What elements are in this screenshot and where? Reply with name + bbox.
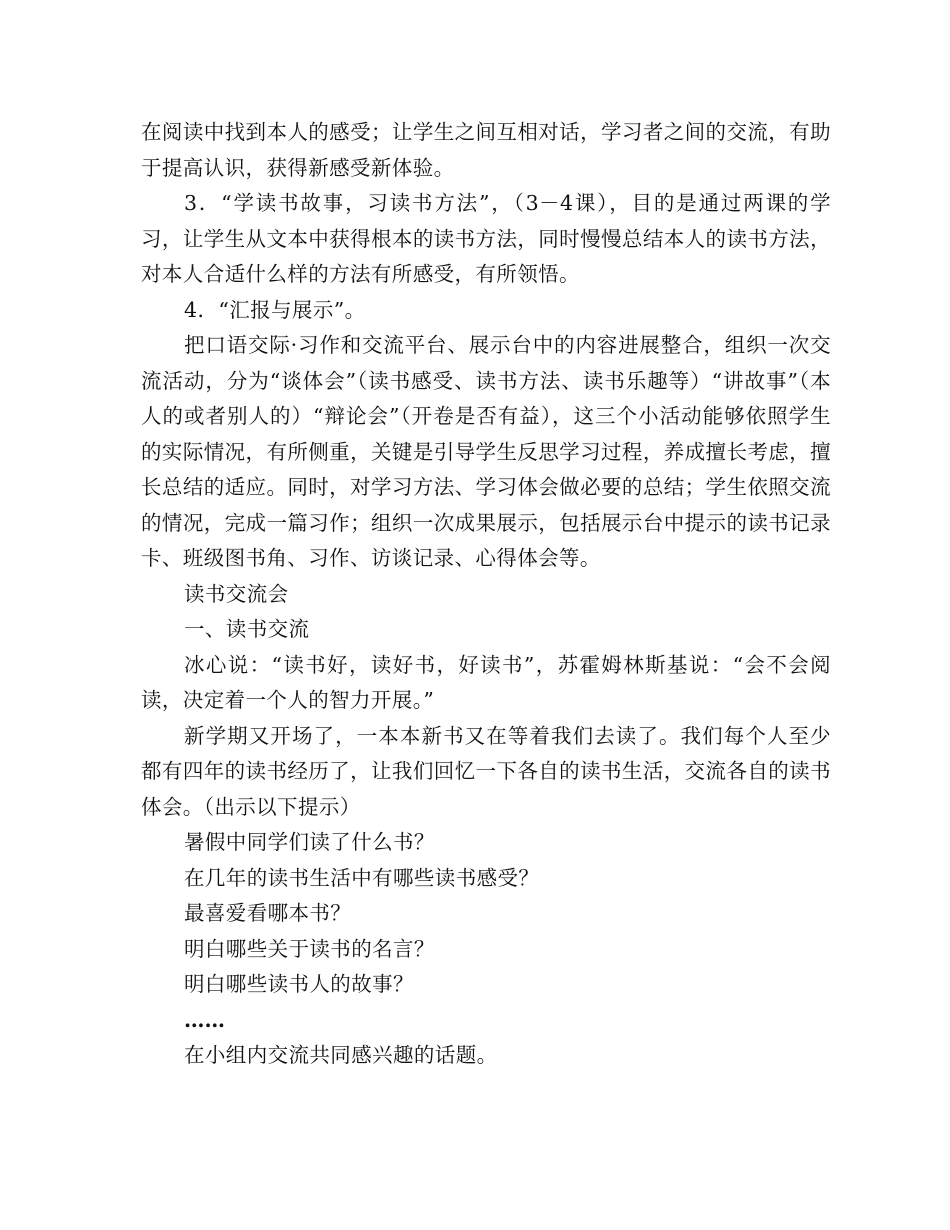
document-page — [141, 115, 831, 1074]
prompt-item: 明白哪些读书人的故事？ — [184, 972, 414, 996]
paragraph-continuation: 在阅读中找到本人的感受；让学生之间互相对话，学习者之间的交流，有助于提高认识，获得新感受新体验。 — [141, 120, 831, 180]
prompt-item: 暑假中同学们读了什么书？ — [184, 830, 435, 854]
paragraph-intro: 新学期又开场了，一本本新书又在等着我们去读了。我们每个人至少都有四年的读书经历了，让我们回忆一下各自的读书生活，交流各自的读书体会。（出示以下提示） — [141, 723, 831, 819]
prompt-item: 最喜爱看哪本书？ — [184, 901, 352, 925]
paragraph-closing: 在小组内交流共同感兴趣的话题。 — [184, 1043, 498, 1067]
paragraph-item-3: 3．“学读书故事，习读书方法”，（3－4课），目的是通过两课的学习，让学生从文本中获得根本的读书方法，同时慢慢总结本人的读书方法，对本人合适什么样的方法有所感受，有所领悟。 — [141, 191, 831, 286]
paragraph-integration: 把口语交际·习作和交流平台、展示台中的内容进展整合，组织一次交流活动，分为“谈体会”（读书感受、读书方法、读书乐趣等）“讲故事”（本人的或者别人的）“辩论会”（开卷是否有益），这三个小活动能够依照学生的实际情况，有所侧重，关键是引导学生反思学习过程，养成擅长考虑，擅长总结的适应。同时，对学习方法、学习体会做必要的总结；学生依照交流的情况，完成一篇习作；组织一次成果展示，包括展示台中提示的读书记录卡、班级图书角、习作、访谈记录、心得体会等。 — [141, 333, 831, 570]
prompt-item: 明白哪些关于读书的名言？ — [184, 936, 435, 961]
prompt-ellipsis: …… — [184, 1007, 225, 1032]
paragraph-item-4: 4．“汇报与展示”。 — [184, 297, 366, 322]
section-heading-1: 一、读书交流 — [184, 617, 310, 641]
paragraph-quote: 冰心说：“读书好，读好书，好读书”，苏霍姆林斯基说：“会不会阅读，决定着一个人的智力开展。” — [141, 652, 831, 712]
prompt-item: 在几年的读书生活中有哪些读书感受？ — [184, 865, 540, 890]
section-title: 读书交流会 — [184, 581, 289, 606]
